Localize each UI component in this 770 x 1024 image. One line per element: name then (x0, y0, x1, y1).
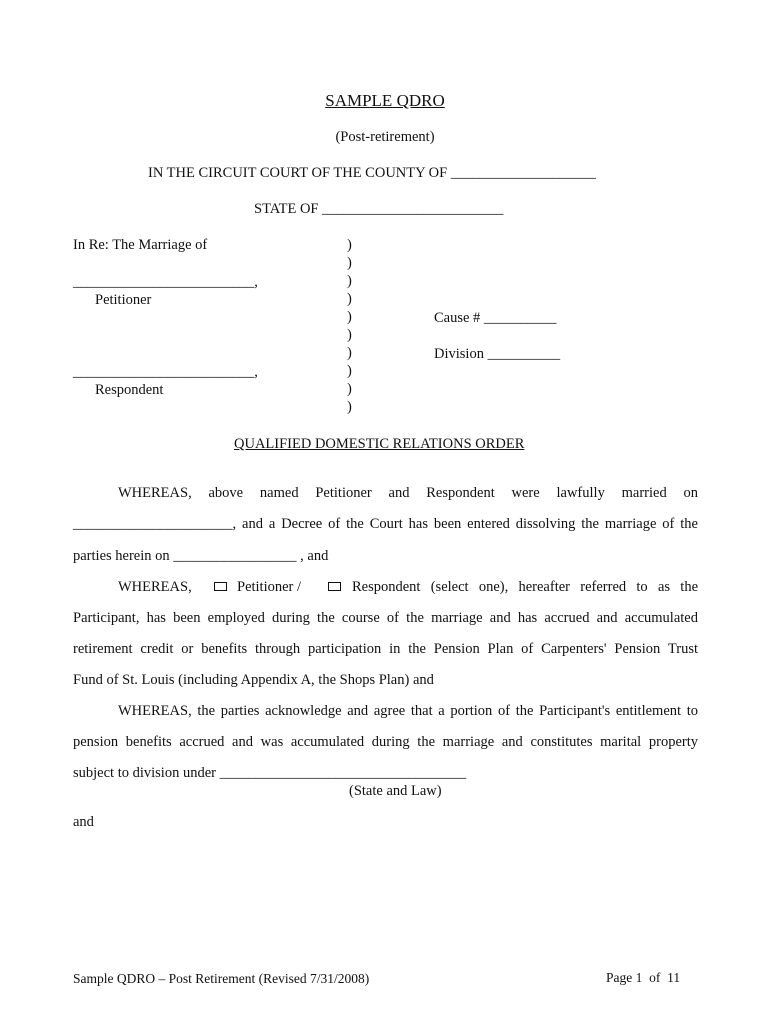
paragraph-1-line-2: ______________________, and a Decree of the Court has been entered dissolving the marriage of the (73, 516, 698, 532)
paragraph-2-line-3: retirement credit or benefits through participation in the Pension Plan of Carpenters' Pension Trust (73, 641, 698, 657)
petitioner-blank: _________________________, (73, 274, 258, 290)
caption-paren: ) (347, 309, 352, 325)
respondent-label: Respondent (95, 382, 164, 398)
respondent-checkbox[interactable] (328, 582, 341, 591)
court-line: IN THE CIRCUIT COURT OF THE COUNTY OF ____________________ (148, 165, 596, 181)
paragraph-1-line-1: WHEREAS, above named Petitioner and Respondent were lawfully married on (118, 485, 698, 501)
caption-paren: ) (347, 273, 352, 289)
caption-paren: ) (347, 399, 352, 415)
paragraph-2-line-2: Participant, has been employed during the course of the marriage and has accrued and accumulated (73, 610, 698, 626)
paragraph-2-line-4: Fund of St. Louis (including Appendix A, the Shops Plan) and (73, 672, 434, 688)
document-title: SAMPLE QDRO (325, 91, 445, 110)
paragraph-1-line-3: parties herein on _________________ , and (73, 548, 329, 564)
petitioner-label: Petitioner (95, 292, 152, 308)
cause-number-field: Cause # __________ (434, 310, 557, 326)
division-field: Division __________ (434, 346, 561, 362)
order-title: QUALIFIED DOMESTIC RELATIONS ORDER (234, 436, 525, 452)
paragraph-3-line-2: pension benefits accrued and was accumulated during the marriage and constitutes marital property (73, 734, 698, 750)
caption-paren: ) (347, 363, 352, 379)
petitioner-option-label: Petitioner / (237, 579, 302, 595)
in-re-label: In Re: The Marriage of (73, 237, 208, 253)
paragraph-2-whereas: WHEREAS, (118, 579, 192, 595)
and-text: and (73, 814, 94, 830)
respondent-blank: _________________________, (73, 364, 258, 380)
paragraph-3-line-3: subject to division under __________________________________ (73, 765, 467, 781)
state-line: STATE OF _________________________ (254, 201, 504, 217)
caption-paren: ) (347, 255, 352, 271)
caption-paren: ) (347, 381, 352, 397)
caption-paren: ) (347, 345, 352, 361)
footer-left: Sample QDRO – Post Retirement (Revised 7/31/2008) (73, 971, 370, 986)
page-number: Page 1 of 11 (606, 970, 681, 985)
document-subtitle: (Post-retirement) (335, 129, 435, 145)
petitioner-checkbox[interactable] (214, 582, 227, 591)
state-and-law-caption: (State and Law) (349, 783, 442, 799)
caption-paren: ) (347, 237, 352, 253)
caption-paren: ) (347, 327, 352, 343)
respondent-option-label: Respondent (select one), hereafter referred to as the (352, 579, 698, 595)
caption-paren: ) (347, 291, 352, 307)
paragraph-3-line-1: WHEREAS, the parties acknowledge and agree that a portion of the Participant's entitlement to (118, 703, 698, 719)
